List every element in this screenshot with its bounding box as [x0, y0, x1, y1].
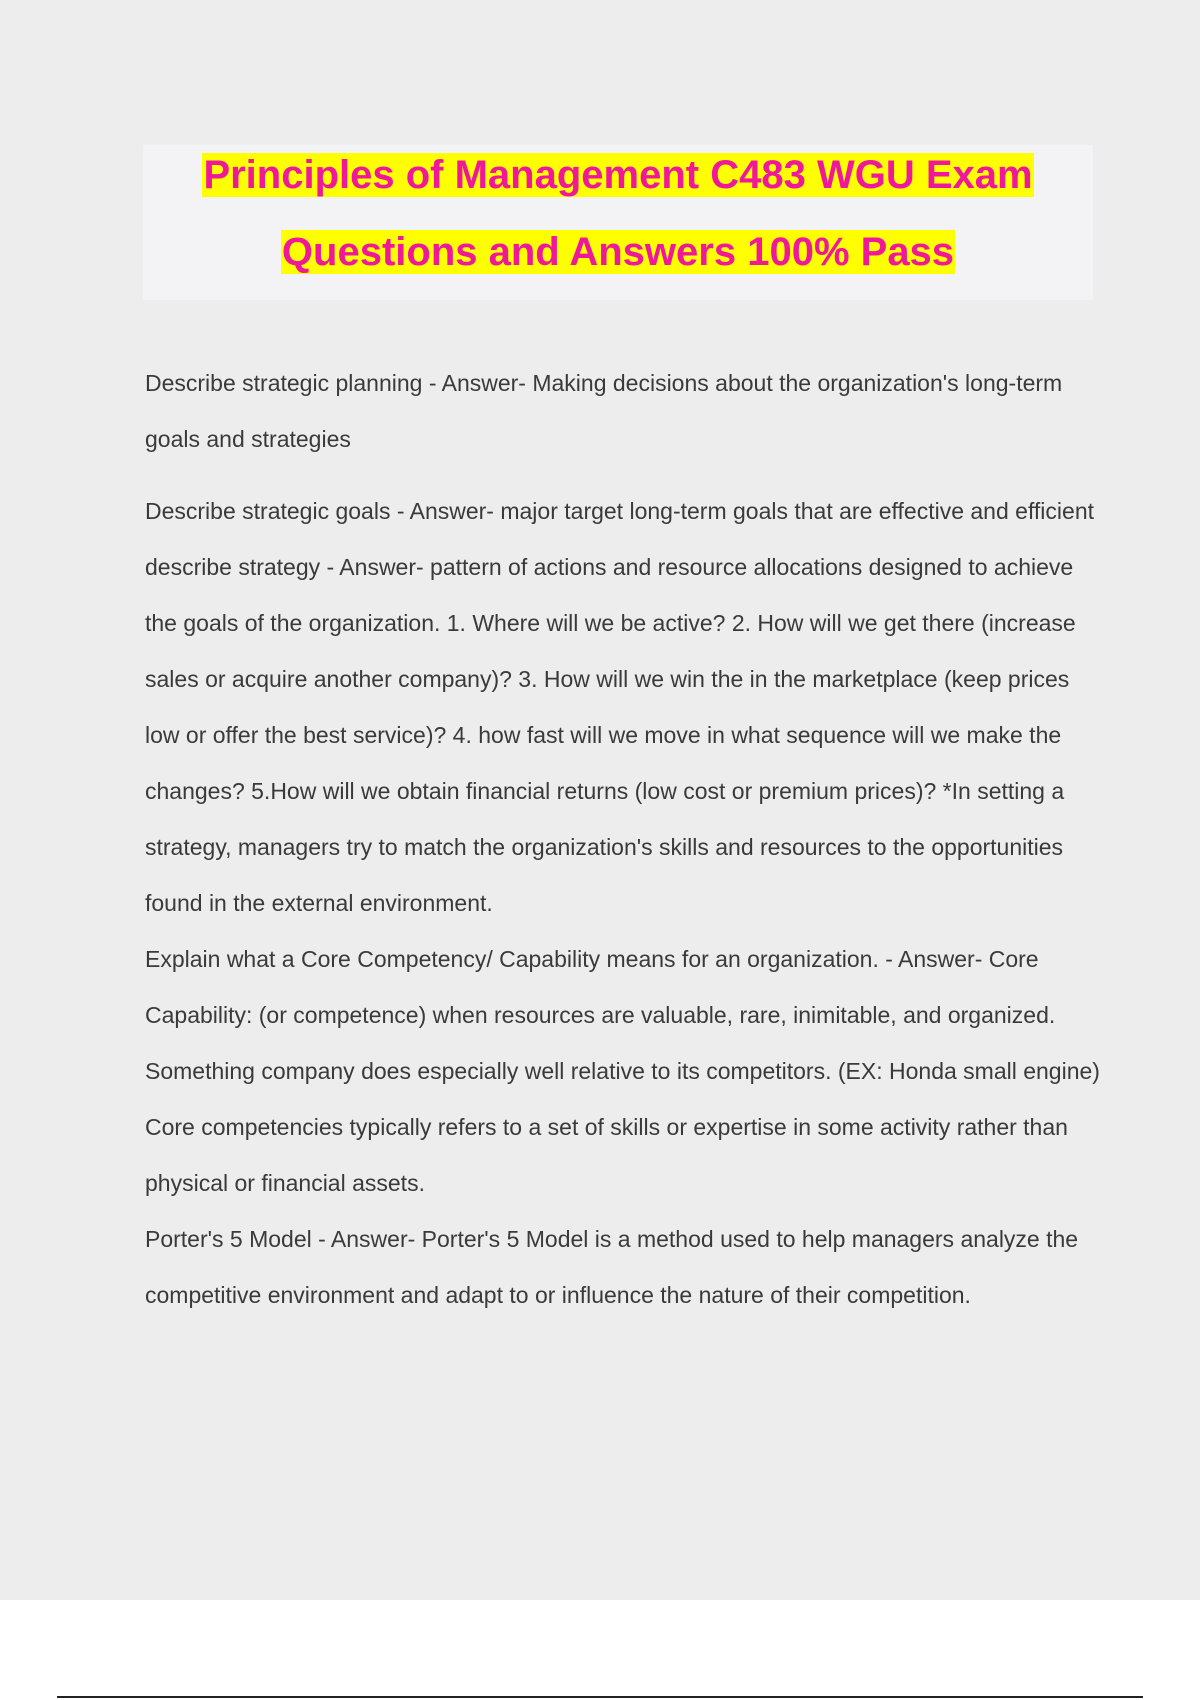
title-highlight-2: Questions and Answers 100% Pass [281, 230, 955, 274]
title-block [143, 145, 1093, 300]
document-body [145, 355, 1105, 1323]
qa-paragraph-porters-model: Porter's 5 Model - Answer- Porter's 5 Model is a method used to help managers analyze the competitive environment and adapt to or influence the nature of their competition. [145, 1226, 1079, 1308]
qa-paragraph-strategy: describe strategy - Answer- pattern of actions and resource allocations designed to achieve the goals of the organization. 1. Where will we be active? 2. How will we get there (increase sales or acquire another company)? 3. How will we win the in the marketplace (keep prices low or offer the best service)? 4. how fast will we move in what sequence will we make the changes? 5.How will we obtain financial returns (low cost or premium prices)? *In setting a strategy, managers try to match the organization's skills and resources to the opportunities found in the external environment. [145, 554, 1076, 916]
page-bottom-rule [57, 1696, 1143, 1698]
qa-paragraph-strategic-planning: Describe strategic planning - Answer- Making decisions about the organization's long-term goals and strategies [145, 370, 1063, 452]
document-title-line-1 [143, 150, 1093, 200]
document-title-line-2 [143, 227, 1093, 277]
qa-paragraph-core-competency: Explain what a Core Competency/ Capability means for an organization. - Answer- Core Capability: (or competence) when resources are valuable, rare, inimitable, and organized. Something company does especially well relative to its competitors. (EX: Honda small engine) Core competencies typically refers to a set of skills or expertise in some activity rather than physical or financial assets. [145, 946, 1100, 1196]
title-highlight-1: Principles of Management C483 WGU Exam [203, 153, 1033, 197]
qa-paragraph-strategic-goals: Describe strategic goals - Answer- major target long-term goals that are effective and efficient [145, 498, 1094, 524]
